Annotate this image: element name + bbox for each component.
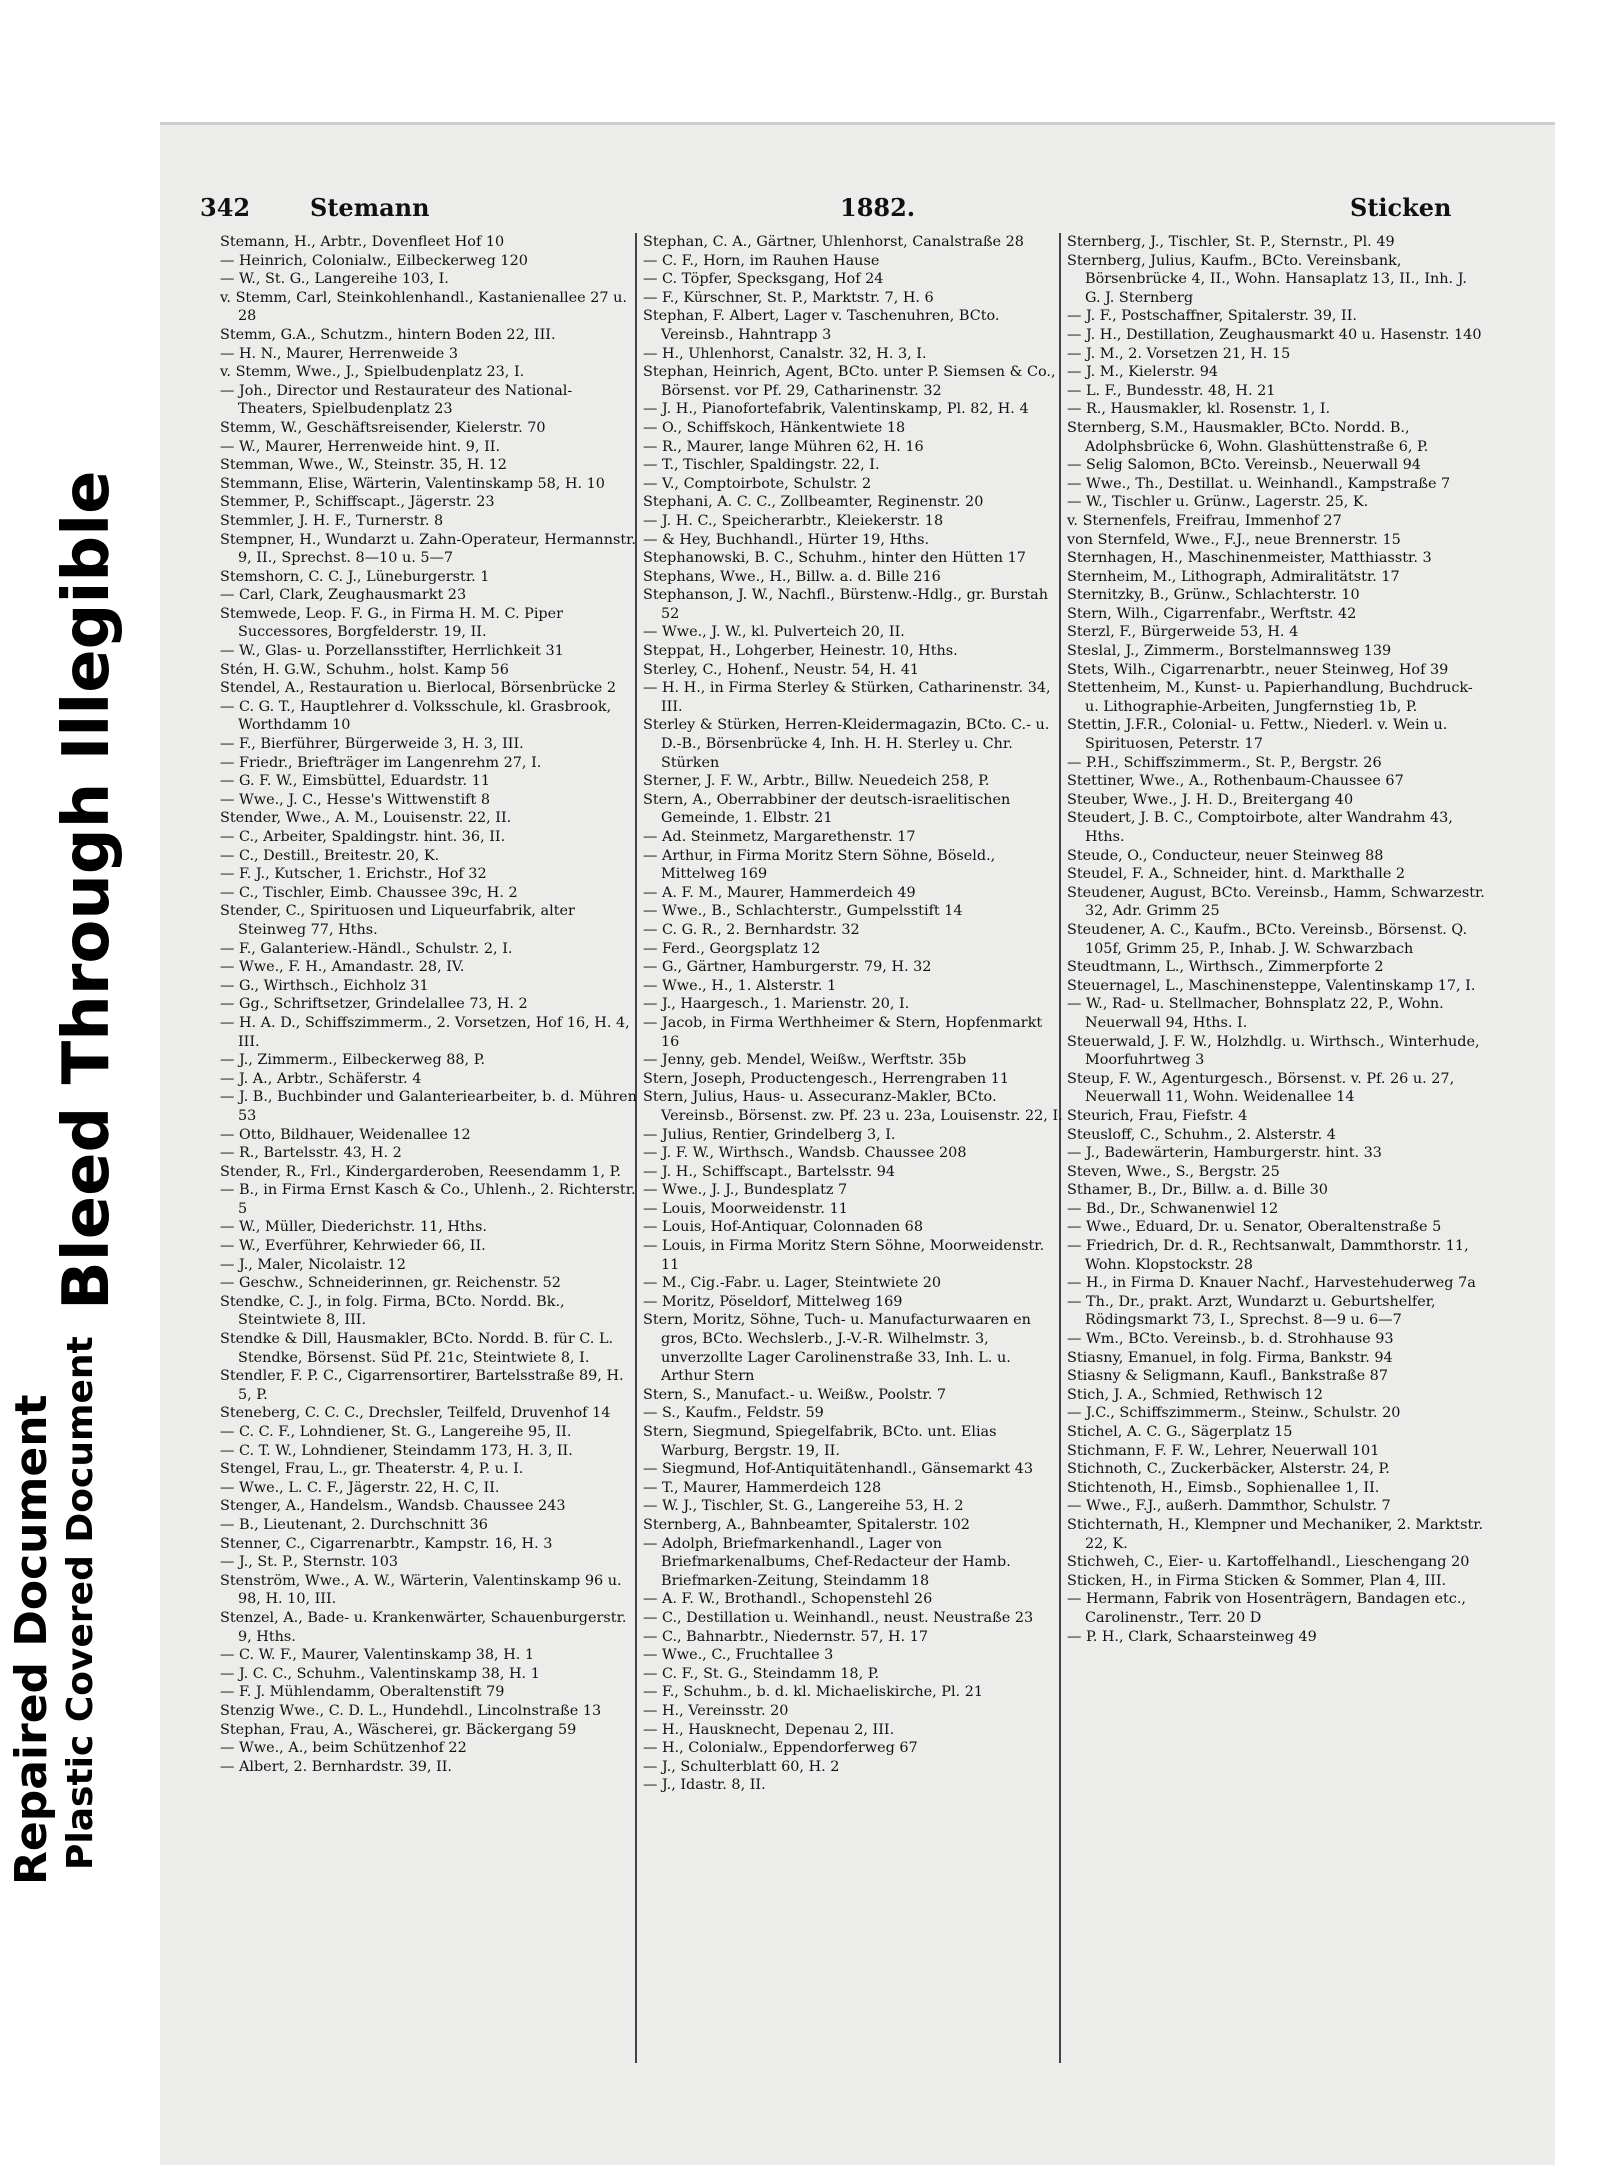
directory-entry: Steneberg, C. C. C., Drechsler, Teilfeld, Druvenhof 14 xyxy=(220,1405,611,1422)
directory-entry: — Wwe., F.J., außerh. Dammthor, Schulstr. 7 xyxy=(1067,1498,1391,1515)
directory-entry: — Otto, Bildhauer, Weidenallee 12 xyxy=(220,1126,471,1143)
directory-entry: Stichel, A. C. G., Sägerplatz 15 xyxy=(1067,1424,1293,1440)
directory-entry: — C., Destill., Breitestr. 20, K. xyxy=(220,847,440,864)
directory-entry: — J., Badewärterin, Hamburgerstr. hint. 33 xyxy=(1067,1145,1382,1162)
directory-entry: — B., in Firma Ernst Kasch & Co., Uhlenh., 2. Richterstr. 5 xyxy=(220,1182,636,1217)
directory-entry: — Friedr., Briefträger im Langenrehm 27, I. xyxy=(220,754,542,771)
directory-entry: — C., Arbeiter, Spaldingstr. hint. 36, II. xyxy=(220,829,506,845)
directory-entry: — J., St. P., Sternstr. 103 xyxy=(220,1554,399,1571)
directory-entry: Steurich, Frau, Fiefstr. 4 xyxy=(1067,1107,1248,1124)
directory-entry: Stichweh, C., Eier- u. Kartoffelhandl., Lieschengang 20 xyxy=(1067,1554,1470,1571)
directory-entry: Steslal, J., Zimmerm., Borstelmannsweg 139 xyxy=(1067,643,1392,660)
directory-entry: — T., Maurer, Hammerdeich 128 xyxy=(643,1479,882,1496)
directory-entry: — P. H., Clark, Schaarsteinweg 49 xyxy=(1067,1628,1317,1645)
directory-entry: — Wwe., J. C., Hesse's Wittwenstift 8 xyxy=(220,791,491,808)
directory-entry: Steudener, August, BCto. Vereinsb., Hamm, Schwarzestr. 32, Adr. Grimm 25 xyxy=(1067,884,1485,920)
directory-entry: — W., Glas- u. Porzellansstifter, Herrlichkeit 31 xyxy=(220,643,564,660)
directory-entry: Stiasny & Seligmann, Kaufl., Bankstraße 87 xyxy=(1067,1368,1388,1385)
directory-entry: — J. C. C., Schuhm., Valentinskamp 38, H. 1 xyxy=(220,1665,540,1682)
directory-entry: — Louis, Hof-Antiquar, Colonnaden 68 xyxy=(643,1219,923,1236)
directory-entry: — Wwe., Eduard, Dr. u. Senator, Oberaltenstraße 5 xyxy=(1067,1219,1442,1236)
directory-entry: — Wwe., J. J., Bundesplatz 7 xyxy=(643,1182,848,1199)
column-3 xyxy=(1067,233,1487,2163)
directory-entry: Stendke & Dill, Hausmakler, BCto. Nordd. B. für C. L. Stendke, Börsenst. Süd Pf. 21c, Steintwiete 8, I. xyxy=(220,1331,614,1366)
directory-entry: — Albert, 2. Bernhardstr. 39, II. xyxy=(220,1758,452,1775)
directory-entry: Stengel, Frau, L., gr. Theaterstr. 4, P. u. I. xyxy=(220,1461,524,1478)
directory-entry: Stichnoth, C., Zuckerbäcker, Alsterstr. 24, P. xyxy=(1067,1461,1390,1478)
directory-entry: — H., Hausknecht, Depenau 2, III. xyxy=(643,1721,895,1738)
repaired-document-label: Repaired Document xyxy=(6,1394,57,1885)
directory-entry: — W., Tischler u. Grünw., Lagerstr. 25, K. xyxy=(1067,494,1369,511)
directory-entry: Sternberg, J., Tischler, St. P., Sternstr., Pl. 49 xyxy=(1067,234,1395,250)
directory-entry: Steuernagel, L., Maschinensteppe, Valentinskamp 17, I. xyxy=(1067,977,1476,994)
directory-entry: — Wm., BCto. Vereinsb., b. d. Strohhause 93 xyxy=(1067,1331,1394,1348)
directory-entry: Sterzl, F., Bürgerweide 53, H. 4 xyxy=(1067,624,1299,641)
directory-entry: — Wwe., J. W., kl. Pulverteich 20, II. xyxy=(643,624,905,641)
directory-entry: — J. F., Postschaffner, Spitalerstr. 39, II. xyxy=(1067,308,1357,325)
directory-entry: — F. J., Kutscher, 1. Erichstr., Hof 32 xyxy=(220,866,487,883)
directory-page xyxy=(160,122,1555,2165)
directory-entry: — J. A., Arbtr., Schäferstr. 4 xyxy=(220,1070,422,1087)
directory-entry: — V., Comptoirbote, Schulstr. 2 xyxy=(643,475,872,492)
directory-entry: Stendler, F. P. C., Cigarrensortirer, Bartelsstraße 89, H. 5, P. xyxy=(220,1368,624,1403)
directory-entry: — J. B., Buchbinder und Galanteriearbeiter, b. d. Mühren 53 xyxy=(220,1089,637,1124)
directory-entry: — C. F., St. G., Steindamm 18, P. xyxy=(643,1665,880,1682)
directory-entry: Stephani, A. C. C., Zollbeamter, Reginenstr. 20 xyxy=(643,494,984,511)
directory-entry: — C. G. R., 2. Bernhardstr. 32 xyxy=(643,921,860,938)
header-right-word: Sticken xyxy=(1350,193,1452,222)
directory-entry: Stephan, F. Albert, Lager v. Taschenuhren, BCto. Vereinsb., Hahntrapp 3 xyxy=(643,308,1000,343)
directory-entry: — J. H., Pianofortefabrik, Valentinskamp, Pl. 82, H. 4 xyxy=(643,401,1029,418)
directory-entry: — J. H. C., Speicherarbtr., Kleiekerstr. 18 xyxy=(643,512,944,529)
directory-entry: — H., Colonialw., Eppendorferweg 67 xyxy=(643,1740,918,1757)
directory-entry: Steudert, J. B. C., Comptoirbote, alter Wandrahm 43, Hths. xyxy=(1067,810,1453,845)
directory-entry: Stephans, Wwe., H., Billw. a. d. Bille 216 xyxy=(643,568,941,585)
directory-entry: Sterley & Stürken, Herren-Kleidermagazin, BCto. C.- u. D.-B., Börsenbrücke 4, Inh. H. H. Sterley u. Chr. Stürken xyxy=(643,717,1050,771)
directory-entry: Sticken, H., in Firma Sticken & Sommer, Plan 4, III. xyxy=(1067,1572,1447,1589)
directory-entry: Steuerwald, J. F. W., Holzhdlg. u. Wirthsch., Winterhude, Moorfuhrtweg 3 xyxy=(1067,1033,1480,1069)
directory-entry: — O., Schiffskoch, Hänkentwiete 18 xyxy=(643,419,906,436)
directory-entry: v. Stemm, Wwe., J., Spielbudenplatz 23, I. xyxy=(220,364,525,381)
directory-entry: — Moritz, Pöseldorf, Mittelweg 169 xyxy=(643,1293,903,1310)
directory-entry: — Carl, Clark, Zeughausmarkt 23 xyxy=(220,587,467,604)
directory-entry: Stemmler, J. H. F., Turnerstr. 8 xyxy=(220,512,444,529)
directory-entry: v. Stemm, Carl, Steinkohlenhandl., Kastanienallee 27 u. 28 xyxy=(220,289,627,325)
page-number: 342 xyxy=(200,193,251,222)
directory-entry: Steude, O., Conducteur, neuer Steinweg 88 xyxy=(1067,847,1384,864)
directory-entry: — T., Tischler, Spaldingstr. 22, I. xyxy=(643,457,880,474)
directory-entry: Steudener, A. C., Kaufm., BCto. Vereinsb., Börsenst. Q. 105f, Grimm 25, P., Inhab. J. W. Schwarzbach xyxy=(1067,921,1468,957)
directory-entry: — F., Galanteriew.-Händl., Schulstr. 2, I. xyxy=(220,940,513,957)
directory-entry: — Th., Dr., prakt. Arzt, Wundarzt u. Geburtshelfer, Rödingsmarkt 73, I., Sprechst. 8—9 u. 6—7 xyxy=(1067,1293,1436,1329)
directory-entry: Sternberg, S.M., Hausmakler, BCto. Nordd. B., Adolphsbrücke 6, Wohn. Glashüttenstraße 6, P. xyxy=(1067,419,1429,455)
directory-entry: — A. F. W., Brothandl., Schopenstehl 26 xyxy=(643,1591,933,1608)
directory-entry: Steudel, F. A., Schneider, hint. d. Markthalle 2 xyxy=(1067,866,1406,883)
directory-entry: Stephan, Heinrich, Agent, BCto. unter P. Siemsen & Co., Börsenst. vor Pf. 29, Catharinenstr. 32 xyxy=(643,364,1056,399)
directory-entry: — R., Bartelsstr. 43, H. 2 xyxy=(220,1145,402,1162)
directory-entry: — Louis, Moorweidenstr. 11 xyxy=(643,1200,848,1217)
directory-entry: — M., Cig.-Fabr. u. Lager, Steintwiete 20 xyxy=(643,1275,942,1292)
column-1 xyxy=(220,233,640,2163)
directory-entry: Stephanowski, B. C., Schuhm., hinter den Hütten 17 xyxy=(643,550,1026,567)
directory-entry: Stemm, W., Geschäftsreisender, Kielerstr. 70 xyxy=(220,419,546,436)
directory-entry: Sthamer, B., Dr., Billw. a. d. Bille 30 xyxy=(1067,1182,1328,1199)
directory-entry: Steudtmann, L., Wirthsch., Zimmerpforte 2 xyxy=(1067,959,1384,976)
plastic-covered-label: Plastic Covered Document xyxy=(60,1336,101,1870)
directory-entry: — J. M., 2. Vorsetzen 21, H. 15 xyxy=(1067,345,1291,362)
directory-entry: Stichmann, F. F. W., Lehrer, Neuerwall 101 xyxy=(1067,1442,1380,1459)
directory-entry: — J. H., Destillation, Zeughausmarkt 40 u. Hasenstr. 140 xyxy=(1067,326,1482,343)
directory-entry: Stephan, Frau, A., Wäscherei, gr. Bäckergang 59 xyxy=(220,1721,577,1738)
directory-entry: — F. J. Mühlendamm, Oberaltenstift 79 xyxy=(220,1684,505,1701)
directory-entry: Stichtenoth, H., Eimsb., Sophienallee 1, II. xyxy=(1067,1479,1380,1496)
directory-entry: Sterner, J. F. W., Arbtr., Billw. Neuedeich 258, P. xyxy=(643,773,990,790)
directory-entry: Stemwede, Leop. F. G., in Firma H. M. C. Piper Successores, Borgfelderstr. 19, II. xyxy=(220,605,564,641)
directory-entry: — Selig Salomon, BCto. Vereinsb., Neuerwall 94 xyxy=(1067,457,1421,474)
directory-entry: — F., Schuhm., b. d. kl. Michaeliskirche, Pl. 21 xyxy=(643,1684,984,1701)
directory-entry: — W., Maurer, Herrenweide hint. 9, II. xyxy=(220,438,501,455)
directory-entry: Stendke, C. J., in folg. Firma, BCto. Nordd. Bk., Steintwiete 8, III. xyxy=(220,1293,565,1329)
directory-entry: — C. C. F., Lohndiener, St. G., Langereihe 95, II. xyxy=(220,1424,572,1440)
directory-entry: Stets, Wilh., Cigarrenarbtr., neuer Steinweg, Hof 39 xyxy=(1067,661,1449,678)
directory-entry: — W., Rad- u. Stellmacher, Bohnsplatz 22, P., Wohn. Neuerwall 94, Hths. I. xyxy=(1067,996,1444,1031)
directory-entry: Stender, Wwe., A. M., Louisenstr. 22, II. xyxy=(220,810,512,827)
directory-entry: — P.H., Schiffszimmerm., St. P., Bergstr. 26 xyxy=(1067,754,1382,771)
directory-entry: — C., Bahnarbtr., Niedernstr. 57, H. 17 xyxy=(643,1628,929,1645)
directory-entry: Stettiner, Wwe., A., Rothenbaum-Chaussee 67 xyxy=(1067,773,1404,790)
directory-entry: — Julius, Rentier, Grindelberg 3, I. xyxy=(643,1126,896,1143)
directory-entry: von Sternfeld, Wwe., F.J., neue Brennerstr. 15 xyxy=(1067,531,1401,548)
directory-entry: Steup, F. W., Agenturgesch., Börsenst. v. Pf. 26 u. 27, Neuerwall 11, Wohn. Weidenallee 14 xyxy=(1067,1070,1455,1106)
directory-entry: — J. F. W., Wirthsch., Wandsb. Chaussee 208 xyxy=(643,1145,967,1162)
directory-entry: — C. Töpfer, Specksgang, Hof 24 xyxy=(643,271,884,288)
header-left-word: Stemann xyxy=(310,193,430,222)
directory-entry: — J., Idastr. 8, II. xyxy=(643,1777,766,1794)
directory-entry: Stemmann, Elise, Wärterin, Valentinskamp 58, H. 10 xyxy=(220,475,605,492)
directory-entry: Sternitzky, B., Grünw., Schlachterstr. 10 xyxy=(1067,587,1360,604)
directory-entry: Sternberg, Julius, Kaufm., BCto. Vereinsbank, Börsenbrücke 4, II., Wohn. Hansaplatz 13, II., Inh. J. G. J. Sternberg xyxy=(1067,252,1467,306)
directory-entry: Stephan, C. A., Gärtner, Uhlenhorst, Canalstraße 28 xyxy=(643,234,1024,250)
directory-entry: Sternheim, M., Lithograph, Admiralitätstr. 17 xyxy=(1067,568,1400,585)
directory-entry: — Heinrich, Colonialw., Eilbeckerweg 120 xyxy=(220,252,528,269)
directory-entry: — L. F., Bundesstr. 48, H. 21 xyxy=(1067,382,1276,399)
directory-entry: Stiasny, Emanuel, in folg. Firma, Bankstr. 94 xyxy=(1067,1349,1393,1366)
directory-entry: — G., Gärtner, Hamburgerstr. 79, H. 32 xyxy=(643,959,932,976)
directory-entry: — Wwe., C., Fruchtallee 3 xyxy=(643,1647,834,1664)
directory-entry: — C. T. W., Lohndiener, Steindamm 173, H. 3, II. xyxy=(220,1442,573,1459)
directory-entry: Stender, R., Frl., Kindergarderoben, Reesendamm 1, P. xyxy=(220,1163,622,1180)
directory-entry: Stern, Moritz, Söhne, Tuch- u. Manufacturwaaren en gros, BCto. Wechslerb., J.-V.-R. Wilhelmstr. 3, unverzollte Lager Carolinenstraße 33, Inh. L. u. Arthur Stern xyxy=(643,1312,1031,1385)
directory-entry: Stender, C., Spirituosen und Liqueurfabrik, alter Steinweg 77, Hths. xyxy=(220,903,575,938)
directory-entry: Stettenheim, M., Kunst- u. Papierhandlung, Buchdruck- u. Lithographie-Arbeiten, Jungfernstieg 1b, P. xyxy=(1067,680,1473,715)
directory-entry: — H., in Firma D. Knauer Nachf., Harvestehuderweg 7a xyxy=(1067,1275,1476,1292)
directory-entry: Stern, S., Manufact.- u. Weißw., Poolstr. 7 xyxy=(643,1386,947,1403)
directory-entry: Stemman, Wwe., W., Steinstr. 35, H. 12 xyxy=(220,457,507,474)
directory-entry: — F., Bierführer, Bürgerweide 3, H. 3, III. xyxy=(220,736,524,753)
directory-entry: — H. A. D., Schiffszimmerm., 2. Vorsetzen, Hof 16, H. 4, III. xyxy=(220,1014,630,1050)
directory-entry: — C. W. F., Maurer, Valentinskamp 38, H. 1 xyxy=(220,1647,535,1664)
directory-entry: — A. F. M., Maurer, Hammerdeich 49 xyxy=(643,884,916,901)
column-2 xyxy=(643,233,1063,2163)
directory-entry: — C., Tischler, Eimb. Chaussee 39c, H. 2 xyxy=(220,884,518,901)
directory-entry: Stemshorn, C. C. J., Lüneburgerstr. 1 xyxy=(220,568,490,585)
directory-entry: — G., Wirthsch., Eichholz 31 xyxy=(220,977,429,994)
directory-entry: — & Hey, Buchhandl., Hürter 19, Hths. xyxy=(643,531,930,548)
directory-entry: — Hermann, Fabrik von Hosenträgern, Bandagen etc., Carolinenstr., Terr. 20 D xyxy=(1067,1591,1466,1626)
directory-entry: Stén, H. G.W., Schuhm., holst. Kamp 56 xyxy=(220,661,509,678)
directory-entry: Sternberg, A., Bahnbeamter, Spitalerstr. 102 xyxy=(643,1516,970,1533)
directory-entry: — Wwe., A., beim Schützenhof 22 xyxy=(220,1740,467,1757)
directory-entry: — J., Zimmerm., Eilbeckerweg 88, P. xyxy=(220,1052,486,1069)
directory-entry: — F., Kürschner, St. P., Marktstr. 7, H. 6 xyxy=(643,289,934,306)
directory-entry: — J., Schulterblatt 60, H. 2 xyxy=(643,1758,840,1775)
directory-entry: Stenger, A., Handelsm., Wandsb. Chaussee 243 xyxy=(220,1498,566,1515)
directory-entry: Stenström, Wwe., A. W., Wärterin, Valentinskamp 96 u. 98, H. 10, III. xyxy=(220,1572,622,1608)
directory-entry: — Louis, in Firma Moritz Stern Söhne, Moorweidenstr. 11 xyxy=(643,1238,1045,1273)
directory-entry: — Bd., Dr., Schwanenwiel 12 xyxy=(1067,1200,1279,1217)
bleed-through-label: Bleed Through Illegible xyxy=(50,470,124,1310)
directory-entry: — W., Müller, Diederichstr. 11, Hths. xyxy=(220,1219,487,1236)
directory-entry: — Ad. Steinmetz, Margarethenstr. 17 xyxy=(643,829,916,845)
directory-entry: Stich, J. A., Schmied, Rethwisch 12 xyxy=(1067,1386,1323,1403)
directory-entry: — Wwe., B., Schlachterstr., Gumpelsstift 14 xyxy=(643,903,963,920)
directory-entry: Stern, Wilh., Cigarrenfabr., Werftstr. 42 xyxy=(1067,605,1357,622)
directory-entry: — Jacob, in Firma Werthheimer & Stern, Hopfenmarkt 16 xyxy=(643,1014,1043,1050)
directory-entry: — J., Haargesch., 1. Marienstr. 20, I. xyxy=(643,996,910,1013)
directory-entry: — Arthur, in Firma Moritz Stern Söhne, Böseld., Mittelweg 169 xyxy=(643,847,996,883)
directory-entry: Stern, A., Oberrabbiner der deutsch-israelitischen Gemeinde, 1. Elbstr. 21 xyxy=(643,791,1011,827)
directory-entry: — H., Vereinsstr. 20 xyxy=(643,1702,789,1719)
directory-entry: — Wwe., F. H., Amandastr. 28, IV. xyxy=(220,959,465,976)
directory-entry: — Friedrich, Dr. d. R., Rechtsanwalt, Dammthorstr. 11, Wohn. Klopstockstr. 28 xyxy=(1067,1238,1469,1273)
directory-entry: — Jenny, geb. Mendel, Weißw., Werftstr. 35b xyxy=(643,1052,967,1069)
directory-entry: — Siegmund, Hof-Antiquitätenhandl., Gänsemarkt 43 xyxy=(643,1461,1034,1478)
directory-entry: Stephanson, J. W., Nachfl., Bürstenw.-Hdlg., gr. Burstah 52 xyxy=(643,587,1048,622)
directory-entry: Steven, Wwe., S., Bergstr. 25 xyxy=(1067,1163,1280,1180)
directory-entry: Steppat, H., Lohgerber, Heinestr. 10, Hths. xyxy=(643,643,958,660)
directory-entry: — H. H., in Firma Sterley & Stürken, Catharinenstr. 34, III. xyxy=(643,680,1051,715)
directory-entry: — Geschw., Schneiderinnen, gr. Reichenstr. 52 xyxy=(220,1275,561,1292)
directory-entry: — C. G. T., Hauptlehrer d. Volksschule, kl. Grasbrook, Worthdamm 10 xyxy=(220,698,612,734)
directory-entry: — B., Lieutenant, 2. Durchschnitt 36 xyxy=(220,1516,488,1533)
directory-entry: — H. N., Maurer, Herrenweide 3 xyxy=(220,345,458,362)
directory-entry: — J.C., Schiffszimmerm., Steinw., Schulstr. 20 xyxy=(1067,1405,1401,1422)
directory-entry: Stemmer, P., Schiffscapt., Jägerstr. 23 xyxy=(220,494,495,511)
directory-entry: — C. F., Horn, im Rauhen Hause xyxy=(643,252,880,269)
directory-entry: Stenzel, A., Bade- u. Krankenwärter, Schauenburgerstr. 9, Hths. xyxy=(220,1609,627,1645)
directory-entry: — W., St. G., Langereihe 103, I. xyxy=(220,271,449,288)
directory-entry: — J. M., Kielerstr. 94 xyxy=(1067,364,1219,381)
directory-entry: — H., Uhlenhorst, Canalstr. 32, H. 3, I. xyxy=(643,345,927,362)
directory-entry: — G. F. W., Eimsbüttel, Eduardstr. 11 xyxy=(220,773,491,790)
directory-entry: — J. H., Schiffscapt., Bartelsstr. 94 xyxy=(643,1163,896,1180)
directory-entry: — Gg., Schriftsetzer, Grindelallee 73, H. 2 xyxy=(220,996,528,1013)
directory-entry: Stemann, H., Arbtr., Dovenfleet Hof 10 xyxy=(220,234,505,250)
directory-entry: — Ferd., Georgsplatz 12 xyxy=(643,940,821,957)
directory-entry: — Adolph, Briefmarkenhandl., Lager von Briefmarkenalbums, Chef-Redacteur der Hamb. Briefmarken-Zeitung, Steindamm 18 xyxy=(643,1535,1011,1589)
page-header xyxy=(200,193,1540,233)
directory-entry: — Wwe., L. C. F., Jägerstr. 22, H. C, II. xyxy=(220,1479,500,1496)
directory-entry: Stern, Siegmund, Spiegelfabrik, BCto. unt. Elias Warburg, Bergstr. 19, II. xyxy=(643,1424,997,1459)
directory-entry: Stern, Julius, Haus- u. Assecuranz-Makler, BCto. Vereinsb., Börsenst. zw. Pf. 23 u. 23a, Louisenstr. 22, I. xyxy=(643,1089,1063,1124)
directory-entry: — C., Destillation u. Weinhandl., neust. Neustraße 23 xyxy=(643,1609,1034,1626)
directory-entry: — W., Everführer, Kehrwieder 66, II. xyxy=(220,1238,486,1255)
directory-entry: — J., Maler, Nicolaistr. 12 xyxy=(220,1256,406,1273)
directory-entry: — R., Maurer, lange Mühren 62, H. 16 xyxy=(643,438,924,455)
directory-entry: Stempner, H., Wundarzt u. Zahn-Operateur, Hermannstr. 9, II., Sprechst. 8—10 u. 5—7 xyxy=(220,531,637,567)
directory-entry: Sternhagen, H., Maschinenmeister, Matthiasstr. 3 xyxy=(1067,550,1432,567)
directory-entry: Steusloff, C., Schuhm., 2. Alsterstr. 4 xyxy=(1067,1126,1336,1143)
directory-entry: — Joh., Director und Restaurateur des National-Theaters, Spielbudenplatz 23 xyxy=(220,382,573,418)
directory-entry: Steuber, Wwe., J. H. D., Breitergang 40 xyxy=(1067,791,1354,808)
directory-entry: Stichternath, H., Klempner und Mechaniker, 2. Marktstr. 22, K. xyxy=(1067,1516,1484,1552)
directory-entry: Sterley, C., Hohenf., Neustr. 54, H. 41 xyxy=(643,661,920,678)
directory-entry: — Wwe., H., 1. Alsterstr. 1 xyxy=(643,977,837,994)
directory-entry: Stendel, A., Restauration u. Bierlocal, Börsenbrücke 2 xyxy=(220,680,617,697)
header-year: 1882. xyxy=(840,193,916,222)
directory-entry: — S., Kaufm., Feldstr. 59 xyxy=(643,1405,824,1422)
directory-entry: Stenzig Wwe., C. D. L., Hundehdl., Lincolnstraße 13 xyxy=(220,1702,602,1719)
directory-entry: Stettin, J.F.R., Colonial- u. Fettw., Niederl. v. Wein u. Spirituosen, Peterstr. 17 xyxy=(1067,717,1448,753)
directory-entry: Stern, Joseph, Productengesch., Herrengraben 11 xyxy=(643,1070,1010,1087)
directory-entry: — R., Hausmakler, kl. Rosenstr. 1, I. xyxy=(1067,401,1331,418)
directory-entry: — W. J., Tischler, St. G., Langereihe 53, H. 2 xyxy=(643,1498,964,1515)
directory-entry: Stemm, G.A., Schutzm., hintern Boden 22, III. xyxy=(220,326,556,343)
directory-entry: — Wwe., Th., Destillat. u. Weinhandl., Kampstraße 7 xyxy=(1067,475,1451,492)
directory-entry: v. Sternenfels, Freifrau, Immenhof 27 xyxy=(1067,512,1342,529)
directory-entry: Stenner, C., Cigarrenarbtr., Kampstr. 16, H. 3 xyxy=(220,1535,553,1552)
side-labels xyxy=(0,0,160,2177)
